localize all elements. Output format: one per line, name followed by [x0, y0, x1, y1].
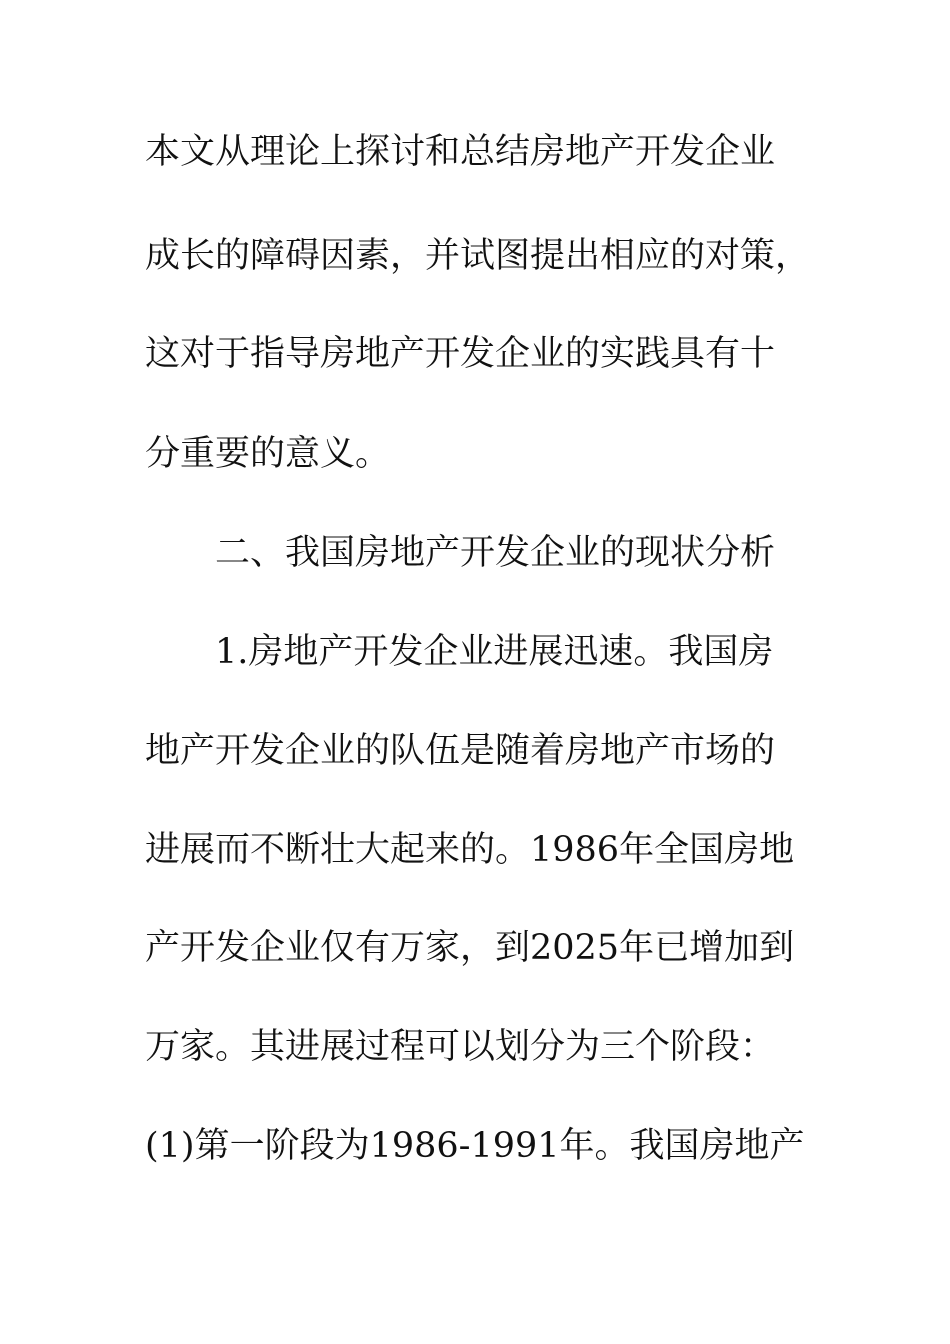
paragraph-line: 万家。其进展过程可以划分为三个阶段： [145, 1027, 776, 1067]
paragraph-line: 产开发企业仅有万家，到2025年已增加到 [145, 928, 795, 968]
paragraph-line: 1.房地产开发企业进展迅速。我国房 [215, 632, 774, 672]
paragraph-line: 这对于指导房地产开发企业的实践具有十 [145, 334, 776, 374]
paragraph-line: 本文从理论上探讨和总结房地产开发企业 [145, 132, 776, 172]
paragraph-line: 成长的障碍因素，并试图提出相应的对策， [145, 236, 811, 276]
paragraph-line: 地产开发企业的队伍是随着房地产市场的 [145, 731, 776, 771]
paragraph-line: 进展而不断壮大起来的。1986年全国房地 [145, 830, 795, 870]
paragraph-line: (1)第一阶段为1986-1991年。我国房地产 [145, 1126, 805, 1166]
paragraph-line: 分重要的意义。 [145, 434, 391, 474]
section-heading: 二、我国房地产开发企业的现状分析 [215, 533, 776, 573]
